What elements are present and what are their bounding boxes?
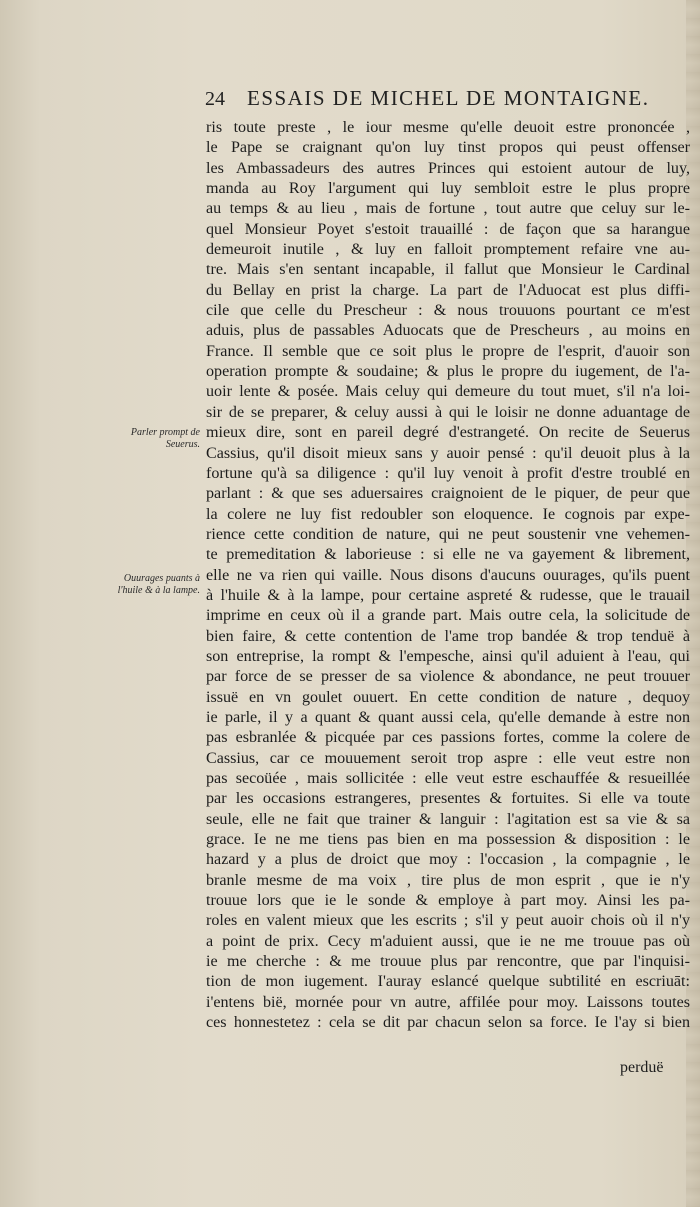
- text-line: la colere ne luy fist redoubler son eloquence. Ie cognois par expe-: [206, 505, 690, 523]
- text-line: branle mesme de ma voix , tire plus de mon esprit , que ie n'y: [206, 871, 690, 889]
- text-line: fortune qu'à sa diligence : qu'il luy venoit à profit d'estre troublé en: [206, 464, 690, 482]
- text-line: elle ne va rien qui vaille. Nous disons d'aucuns ouurages, qu'ils puent: [206, 566, 690, 584]
- text-line: bien faire, & cette contention de l'ame trop bandée & trop tenduë à: [206, 627, 690, 645]
- text-line: aduis, plus de passables Aduocats que de Prescheurs , au moins en: [206, 322, 690, 340]
- text-line: hazard y a plus de droict que moy : l'occasion , la compagnie , le: [206, 851, 690, 869]
- text-line: pas esbranlée & picquée par ces passions fortes, comme la colere de: [206, 729, 690, 747]
- text-line: pas secoüée , mais sollicitée : elle veut estre eschauffée & resueillée: [206, 770, 690, 787]
- text-line: i'entens bië, mornée pour vn autre, affilée pour moy. Laissons toutes: [206, 993, 690, 1011]
- text-line: par les occasions estrangeres, presentes & fortuites. Si elle va toute: [206, 790, 690, 808]
- margin-note-line: Parler prompt de: [130, 427, 200, 438]
- text-line: tion de mon iugement. I'auray eslancé quelque subtilité en escriuāt:: [206, 973, 690, 991]
- text-line: roles en valent mieux que les escrits ; s'il y peut auoir chois où il n'y: [206, 912, 690, 930]
- body-text: [206, 118, 690, 1033]
- text-line: a point de prix. Cecy m'aduient aussi, que ie ne me trouue pas où: [206, 932, 690, 950]
- text-line: Cassius, car ce mouuement seroit trop aspre : elle veut estre non: [206, 749, 690, 767]
- text-line: son entreprise, la rompt & l'empesche, ainsi qu'il aduient à l'eau, qui: [206, 647, 690, 665]
- text-line: les Ambassadeurs des autres Princes qui estoient autour de luy,: [206, 159, 690, 177]
- margin-note-line: l'huile & à la lampe.: [117, 585, 200, 596]
- running-head: ESSAIS DE MICHEL DE MONTAIGNE.: [247, 86, 650, 110]
- text-line: seule, elle ne fait que trainer & languir : l'agitation est sa vie & sa: [206, 810, 690, 828]
- text-line: par force de se presser de sa violence & abondance, ne peut trouuer: [206, 668, 690, 686]
- text-line: cile que celle du Prescheur : & nous trouuons pourtant ce m'est: [206, 302, 690, 320]
- text-line: imprime en ceux où il a grande part. Mais outre cela, la solicitude de: [206, 607, 690, 625]
- margin-note-line: Seuerus.: [165, 439, 200, 450]
- margin-note: [108, 573, 200, 597]
- text-line: rience cette condition de nature, qui ne peut soustenir vne vehemen-: [206, 525, 690, 543]
- text-line: trouue lors que ie le sonde & employe à part moy. Ainsi les pa-: [206, 892, 690, 910]
- text-line: au temps & au lieu , mais de fortune , tout autre que celuy sur le-: [206, 200, 690, 218]
- text-line: France. Il semble que ce soit plus le propre de l'esprit, d'auoir son: [206, 342, 690, 360]
- text-line: ris toute preste , le iour mesme qu'elle deuoit estre prononcée ,: [206, 119, 690, 136]
- text-line: ces honnestetez : cela se dit par chacun selon sa force. Ie l'ay si bien: [206, 1014, 690, 1032]
- catchword: perduë: [620, 1059, 664, 1076]
- text-line: sir de se preparer, & celuy aussi à qui le loisir ne donne aduantage de: [206, 403, 690, 421]
- text-line: tre. Mais s'en sentant incapable, il fallut que Monsieur le Cardinal: [206, 261, 690, 279]
- text-line: te premeditation & laborieuse : si elle ne va gayement & librement,: [206, 546, 690, 564]
- text-line: demeuroit inutile , & luy en falloit promptement refaire vne au-: [206, 241, 690, 259]
- text-line: parlant : & que ses aduersaires craignoient de le piquer, de peur que: [206, 485, 690, 503]
- text-line: grace. Ie ne me tiens pas bien en ma possession & disposition : le: [206, 831, 690, 849]
- text-line: Cassius, qu'il disoit mieux sans y auoir pensé : qu'il deuoit plus à la: [206, 444, 690, 462]
- text-line: le Pape se craignant qu'on luy tinst propos qui peust offenser: [206, 139, 690, 157]
- text-line: du Bellay en prist la charge. La part de l'Aduocat est plus diffi-: [206, 281, 690, 299]
- margin-note-line: Ouurages puants à: [123, 573, 200, 584]
- text-line: quel Monsieur Poyet s'estoit trauaillé : de façon que sa harangue: [206, 220, 690, 238]
- text-line: operation prompte & soudaine; & plus le propre du iugement, de l'a-: [206, 363, 690, 381]
- text-line: uoir lente & posée. Mais celuy qui demeure du tout muet, s'il n'a loi-: [206, 383, 690, 401]
- text-line: ie me cherche : & me trouue plus par rencontre, que par l'inquisi-: [206, 953, 690, 971]
- text-line: mieux dire, sont en pareil degré d'estrangeté. On recite de Seuerus: [206, 424, 690, 442]
- margin-note: [108, 427, 200, 451]
- page-number: 24: [205, 88, 225, 110]
- page-header: [205, 86, 685, 111]
- text-line: manda au Roy l'argument qui luy sembloit estre le plus propre: [206, 180, 690, 198]
- text-line: à l'huile & à la lampe, pour certaine aspreté & rudesse, que le trauail: [206, 586, 690, 604]
- text-line: issuë en vn goulet ouuert. En cette condition de nature , dequoy: [206, 688, 690, 706]
- text-line: ie parle, il y a quant & quant aussi cela, qu'elle demande à estre non: [206, 708, 690, 726]
